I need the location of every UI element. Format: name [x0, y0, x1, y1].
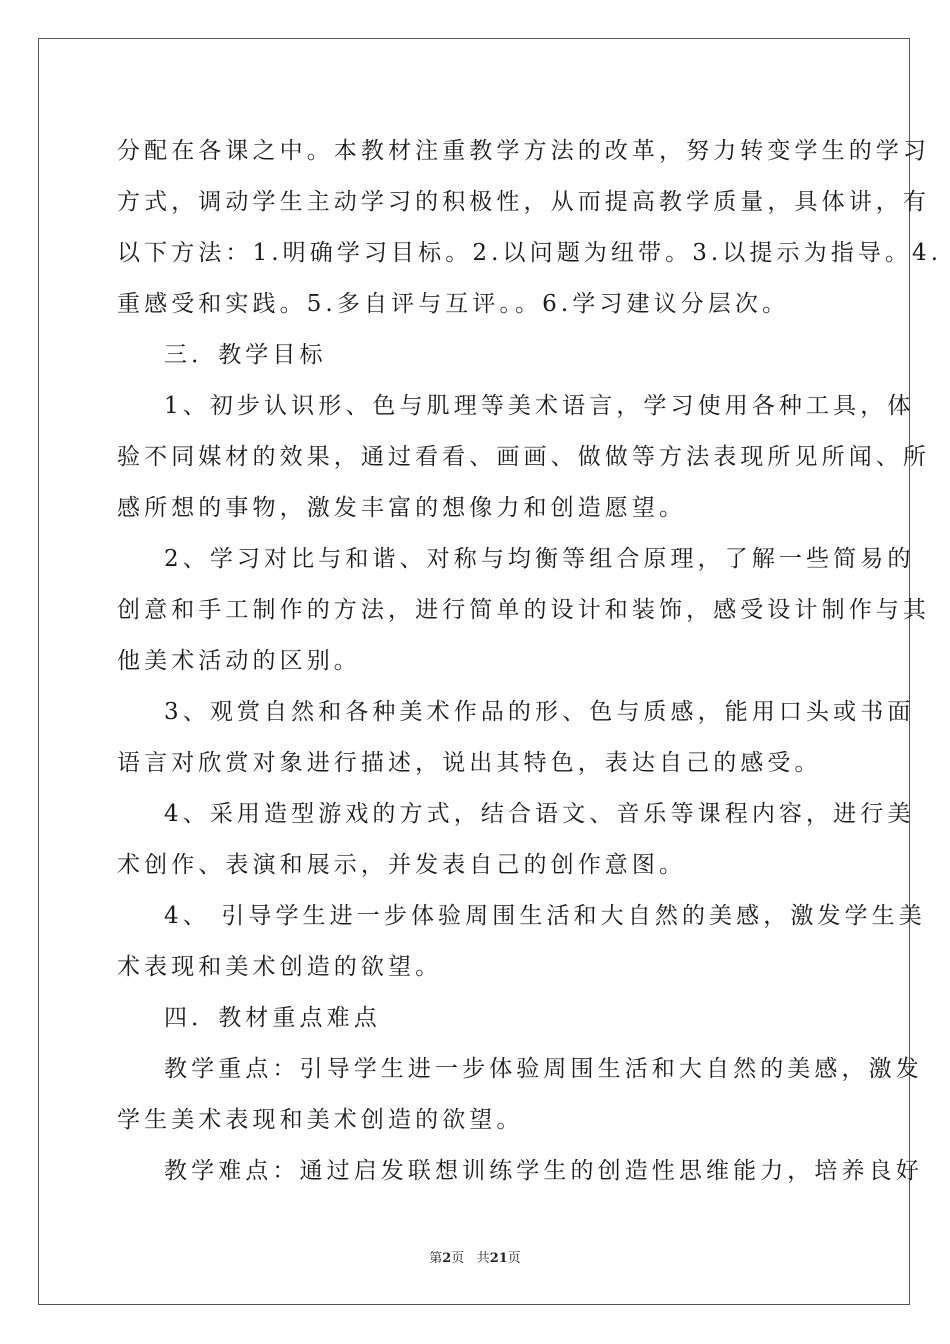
text-line: 教学重点：引导学生进一步体验周围生活和大自然的美感，激发 — [164, 1056, 923, 1082]
text-line: 以下方法：1.明确学习目标。2.以问题为纽带。3.以提示为指导。4. — [117, 240, 943, 266]
text-line: 术表现和美术创造的欲望。 — [117, 954, 443, 980]
text-line: 术创作、表演和展示，并发表自己的创作意图。 — [117, 852, 687, 878]
text-line: 教学难点：通过启发联想训练学生的创造性思维能力，培养良好 — [164, 1158, 923, 1184]
text-line: 1、初步认识形、色与肌理等美术语言，学习使用各种工具，体 — [164, 393, 915, 419]
text-line: 重感受和实践。5.多自评与互评。。6.学习建议分层次。 — [117, 291, 790, 317]
total-page-count: 21 — [489, 1251, 508, 1266]
text-line: 2、学习对比与和谐、对称与均衡等组合原理，了解一些简易的 — [164, 546, 915, 572]
text-line: 方式，调动学生主动学习的积极性，从而提高教学质量，具体讲，有 — [117, 189, 930, 215]
section-heading: 三．教学目标 — [164, 342, 327, 368]
text-line: 创意和手工制作的方法，进行简单的设计和装饰，感受设计制作与其 — [117, 597, 930, 623]
text-line: 分配在各课之中。本教材注重教学方法的改革，努力转变学生的学习 — [117, 138, 930, 164]
text-line: 4、 引导学生进一步体验周围生活和大自然的美感，激发学生美 — [164, 903, 926, 929]
current-page-number: 2 — [442, 1251, 452, 1266]
section-heading: 四．教材重点难点 — [164, 1005, 381, 1031]
text-line: 语言对欣赏对象进行描述，说出其特色，表达自己的感受。 — [117, 750, 822, 776]
text-line: 验不同媒材的效果，通过看看、画画、做做等方法表现所见所闻、所 — [117, 444, 930, 470]
footer-prefix: 第 — [429, 1251, 443, 1266]
text-line: 他美术活动的区别。 — [117, 648, 361, 674]
footer-page-unit: 页 — [451, 1251, 465, 1266]
footer-total-prefix: 共 — [476, 1251, 490, 1266]
text-line: 学生美术表现和美术创造的欲望。 — [117, 1107, 524, 1133]
text-line: 4、采用造型游戏的方式，结合语文、音乐等课程内容，进行美 — [164, 801, 915, 827]
footer-total-unit: 页 — [507, 1251, 521, 1266]
document-body — [117, 126, 943, 1197]
text-line: 感所想的事物，激发丰富的想像力和创造愿望。 — [117, 495, 687, 521]
text-line: 3、观赏自然和各种美术作品的形、色与质感，能用口头或书面 — [164, 699, 915, 725]
page-footer — [0, 1247, 950, 1266]
